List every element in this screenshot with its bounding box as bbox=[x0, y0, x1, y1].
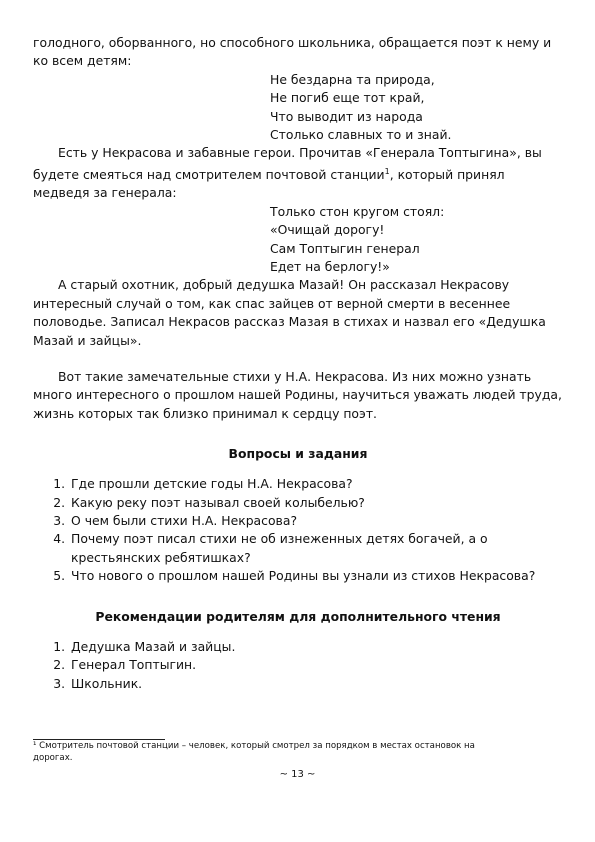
recommendations-title: Рекомендации родителям для дополнительного чтения bbox=[95, 608, 501, 624]
paragraph-2-text: Есть у Некрасова и забавные герои. Прочитав «Генерала Топтыгина», вы будете смеяться над смотрителем почтовой станции bbox=[33, 145, 542, 182]
verse-1 bbox=[270, 71, 563, 145]
footnote-divider bbox=[33, 739, 165, 740]
verse-line: Едет на берлогу!» bbox=[270, 259, 390, 274]
list-item: 3. О чем были стихи Н.А. Некрасова? bbox=[69, 512, 563, 530]
paragraph-3: А старый охотник, добрый дедушка Мазай! Он рассказал Некрасову интересный случай о том, как спас зайцев от верной смерти в весеннее половодье. Записал Некрасов рассказ Мазая в стихах и назвал его «Дедушка Мазай и зайцы». bbox=[33, 277, 546, 348]
verse-line: Сам Топтыгин генерал bbox=[270, 240, 420, 256]
questions-title: Вопросы и задания bbox=[228, 446, 368, 462]
list-item: 1. Где прошли детские годы Н.А. Некрасова? bbox=[69, 475, 563, 493]
paragraph-2 bbox=[33, 144, 563, 202]
list-item: 4. Почему поэт писал стихи не об изнеженных детях богачей, а о крестьянских ребятишках? bbox=[69, 530, 563, 567]
questions-list bbox=[33, 475, 563, 585]
list-item: 2. Какую реку поэт называл своей колыбелью? bbox=[69, 494, 563, 512]
page-body bbox=[33, 34, 563, 693]
verse-line: Столько славных то и знай. bbox=[270, 127, 452, 143]
verse-line: «Очищай дорогу! bbox=[270, 222, 385, 238]
verse-line: Не погиб еще тот край, bbox=[270, 90, 425, 106]
paragraph-4: Вот такие замечательные стихи у Н.А. Некрасова. Из них можно узнать много интересного о прошлом нашей Родины, научиться уважать людей труда, жизнь которых так близко принимал к сердцу поэт. bbox=[33, 369, 562, 421]
list-item: 3. Школьник. bbox=[69, 675, 563, 693]
list-item: 2. Генерал Топтыгин. bbox=[69, 656, 563, 674]
list-item: 5. Что нового о прошлом нашей Родины вы узнали из стихов Некрасова? bbox=[69, 567, 563, 585]
verse-2 bbox=[270, 203, 563, 277]
footnote-ref: 1 bbox=[384, 166, 390, 176]
list-item: 1. Дедушка Мазай и зайцы. bbox=[69, 638, 563, 656]
recommendations-list bbox=[33, 638, 563, 693]
verse-line: Только стон кругом стоял: bbox=[270, 203, 445, 219]
paragraph-2-text-end: , который принял медведя за генерала: bbox=[33, 166, 505, 201]
paragraph-1: голодного, оборванного, но способного школьника, обращается поэт к нему и ко всем детям: bbox=[33, 35, 552, 69]
verse-line: Что выводит из народа bbox=[270, 108, 423, 124]
page-number: ~ 13 ~ bbox=[279, 769, 316, 780]
verse-line: Не бездарна та природа, bbox=[270, 71, 435, 87]
footnote: ¹ Смотритель почтовой станции – человек, который смотрел за порядком в местах остановок на дорогах. bbox=[33, 741, 475, 763]
